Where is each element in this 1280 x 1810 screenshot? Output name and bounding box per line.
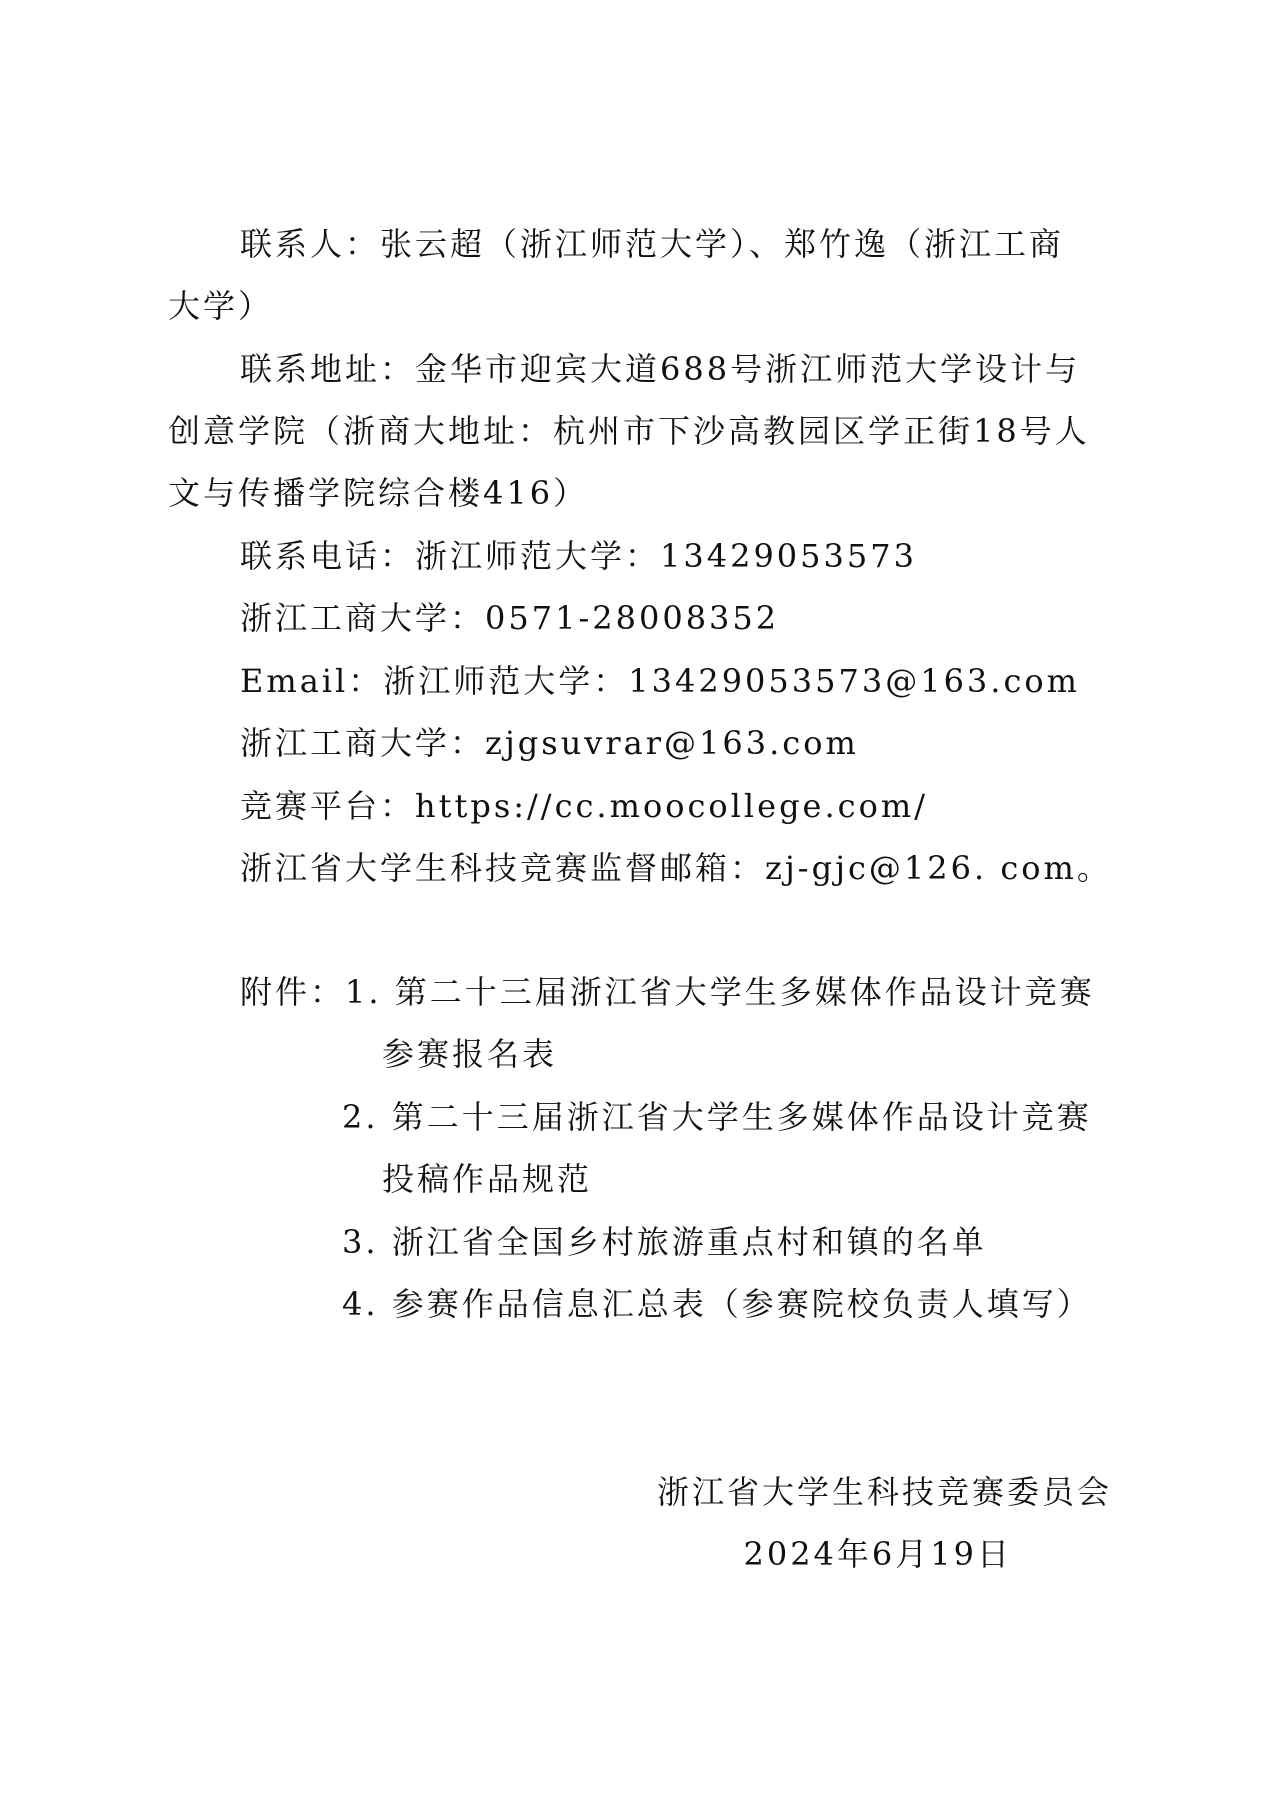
contact-phone-line-2: 浙江工商大学：0571-28008352	[240, 599, 780, 637]
contact-email-line-1: Email：浙江师范大学：13429053573@163.com	[240, 662, 1080, 700]
contact-person-line-1: 联系人：张云超（浙江师范大学）、郑竹逸（浙江工商	[240, 225, 1065, 263]
attachment-item-3: 3. 浙江省全国乡村旅游重点村和镇的名单	[342, 1223, 987, 1261]
attachment-item-2-line-2: 投稿作品规范	[382, 1160, 593, 1198]
contact-address-line-2: 创意学院（浙商大地址：杭州市下沙高教园区学正街18号人	[168, 412, 1090, 450]
attachment-item-1-line-1: 附件：1. 第二十三届浙江省大学生多媒体作品设计竞赛	[240, 973, 1095, 1011]
attachment-item-2-line-1: 2. 第二十三届浙江省大学生多媒体作品设计竞赛	[342, 1098, 1092, 1136]
contact-person-line-2: 大学）	[168, 287, 274, 325]
attachment-item-1-line-2: 参赛报名表	[382, 1035, 558, 1073]
attachment-item-4: 4. 参赛作品信息汇总表（参赛院校负责人填写）	[342, 1285, 1092, 1323]
signature-organization: 浙江省大学生科技竞赛委员会	[656, 1473, 1112, 1511]
supervision-email: 浙江省大学生科技竞赛监督邮箱：zj-gjc@126. com。	[240, 849, 1112, 887]
contact-address-line-3: 文与传播学院综合楼416）	[168, 474, 589, 512]
signature-date: 2024年6月19日	[743, 1535, 1012, 1573]
contact-phone-line-1: 联系电话：浙江师范大学：13429053573	[240, 537, 917, 575]
contact-email-line-2: 浙江工商大学：zjgsuvrar@163.com	[240, 724, 859, 762]
contact-address-line-1: 联系地址：金华市迎宾大道688号浙江师范大学设计与	[240, 350, 1081, 388]
competition-platform: 竞赛平台：https://cc.moocollege.com/	[240, 787, 928, 825]
